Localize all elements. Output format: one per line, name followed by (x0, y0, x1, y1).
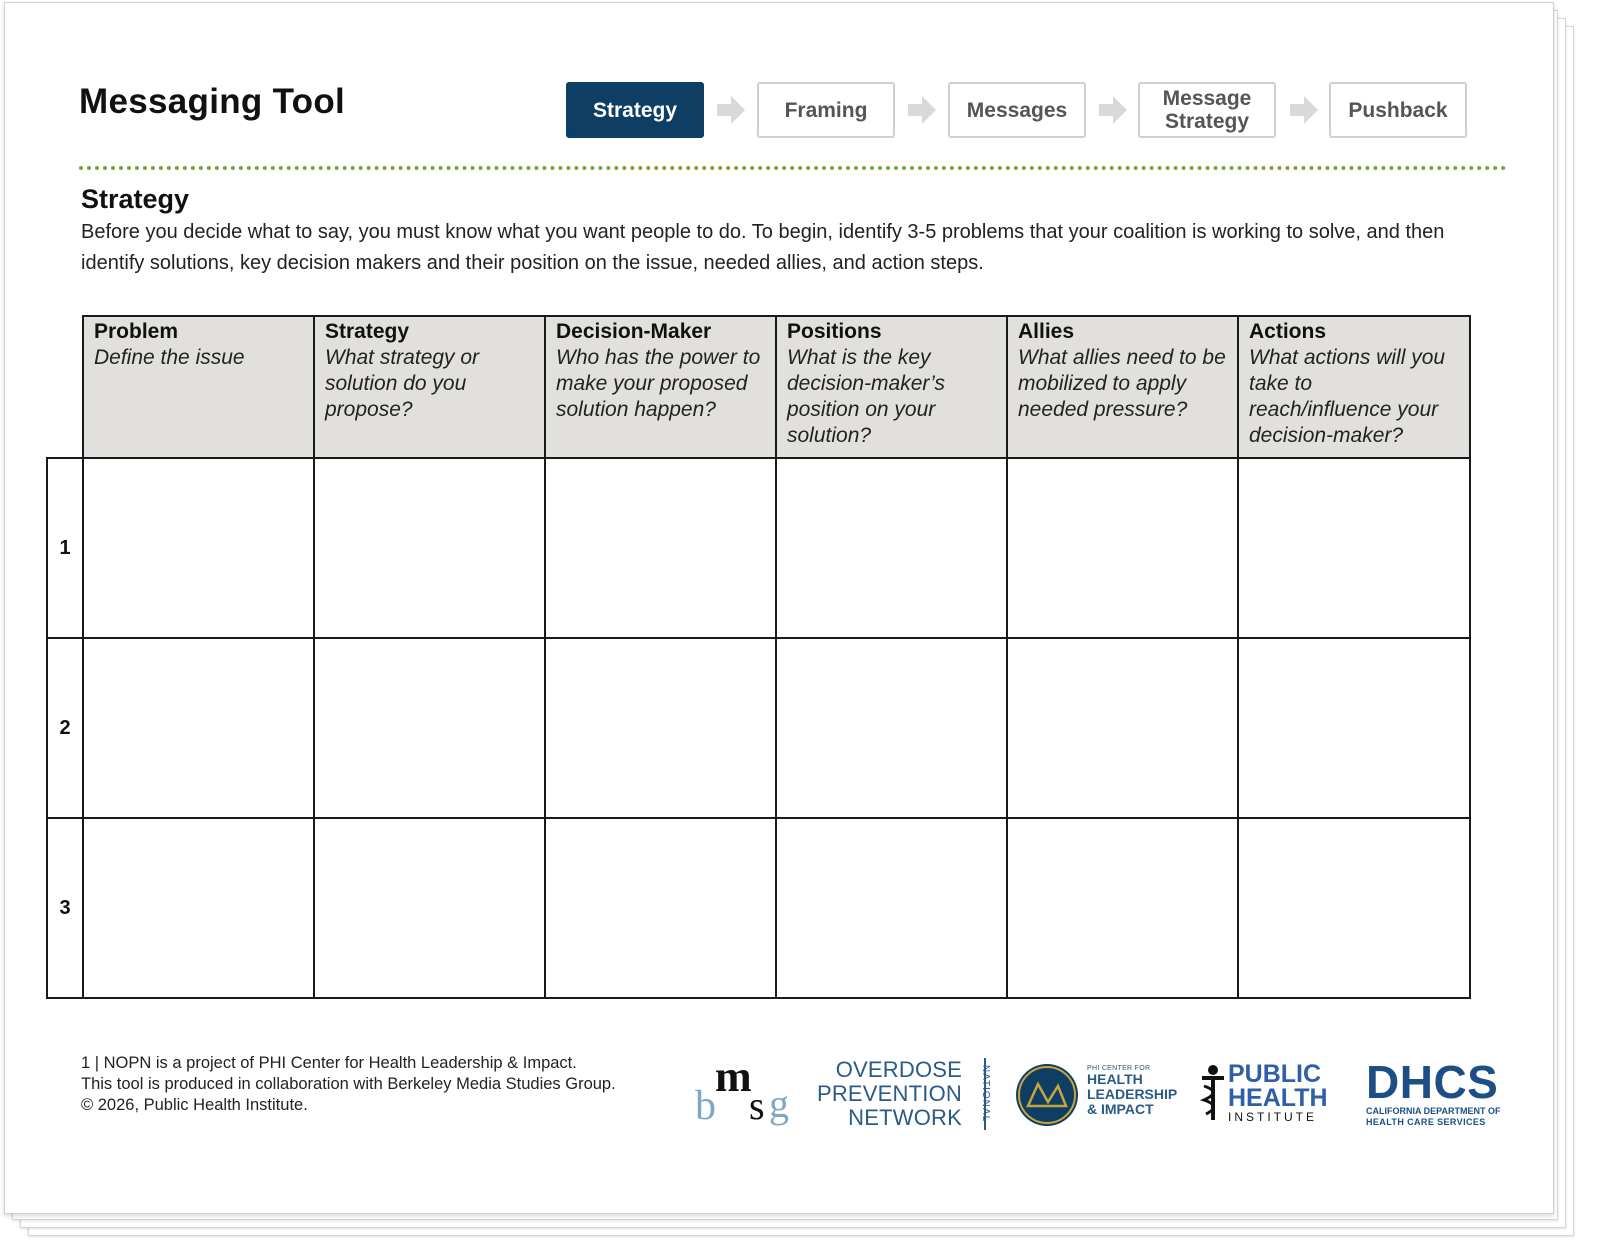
caduceus-figure-icon (1198, 1064, 1228, 1122)
column-title: Allies (1018, 320, 1075, 343)
step-messages[interactable]: Messages (948, 82, 1086, 138)
section-title: Strategy (81, 184, 190, 214)
footer-line: This tool is produced in collaboration with Berkeley Media Studies Group. (81, 1075, 616, 1093)
column-header-positions (776, 316, 1007, 458)
table-cell-strategy[interactable] (314, 638, 545, 818)
column-subtitle: What strategy or solution do you propose? (325, 346, 480, 421)
footer-credits (81, 1053, 616, 1116)
table-cell-actions[interactable] (1238, 638, 1470, 818)
logo-text: PUBLIC (1228, 1060, 1322, 1088)
phi-center-seal-icon (1014, 1062, 1080, 1128)
table-cell-positions[interactable] (776, 818, 1007, 998)
column-subtitle: What actions will you take to reach/influence your decision-maker? (1249, 346, 1446, 447)
table-cell-allies[interactable] (1007, 818, 1238, 998)
table-cell-decision-maker[interactable] (545, 818, 776, 998)
logo-text: HEALTH (1087, 1071, 1143, 1087)
table-cell-problem[interactable] (83, 638, 314, 818)
column-header-actions (1238, 316, 1470, 458)
column-subtitle: What is the key decision-maker’s position on your solution? (787, 346, 945, 447)
logo-text: OVERDOSE (835, 1057, 962, 1082)
logo-text: LEADERSHIP (1087, 1086, 1178, 1102)
column-header-allies (1007, 316, 1238, 458)
footer-line: © 2026, Public Health Institute. (81, 1096, 308, 1114)
section-intro: Before you decide what to say, you must know what you want people to do. To begin, identify 3-5 problems that your coalition is working to solve, and then identify solutions, key decision makers and their position on the issue, needed allies, and action steps. (81, 221, 1445, 274)
svg-text:s: s (749, 1083, 765, 1128)
table-cell-problem[interactable] (83, 818, 314, 998)
column-subtitle: What allies need to be mobilized to apply needed pressure? (1018, 346, 1226, 421)
column-title: Decision-Maker (556, 320, 712, 343)
table-row (47, 638, 1470, 818)
page-title: Messaging Tool (79, 82, 346, 121)
logo-text: CALIFORNIA DEPARTMENT OF (1366, 1106, 1501, 1116)
table-cell-problem[interactable] (83, 458, 314, 638)
table-cell-actions[interactable] (1238, 818, 1470, 998)
step-message-strategy[interactable]: Message Strategy (1138, 82, 1276, 138)
arrow-right-icon (906, 94, 938, 126)
table-header-row (47, 316, 1470, 458)
table-row (47, 818, 1470, 998)
table-cell-positions[interactable] (776, 638, 1007, 818)
table-cell-strategy[interactable] (314, 818, 545, 998)
table-cell-actions[interactable] (1238, 458, 1470, 638)
step-navigation (0, 82, 1600, 142)
header-corner (47, 316, 83, 458)
column-header-decision-maker (545, 316, 776, 458)
table-cell-decision-maker[interactable] (545, 638, 776, 818)
table-cell-strategy[interactable] (314, 458, 545, 638)
phi-center-text (1087, 1065, 1177, 1117)
logo-text: & IMPACT (1087, 1101, 1154, 1117)
logo-text: NATIONAL (979, 1064, 991, 1123)
step-framing[interactable]: Framing (757, 82, 895, 138)
row-number: 1 (47, 458, 83, 638)
table-cell-decision-maker[interactable] (545, 458, 776, 638)
logo-text: PHI CENTER FOR (1087, 1065, 1151, 1072)
column-header-strategy (314, 316, 545, 458)
svg-text:m: m (715, 1055, 752, 1101)
arrow-right-icon (1097, 94, 1129, 126)
dhcs-logo (1366, 1058, 1516, 1128)
step-strategy[interactable]: Strategy (566, 82, 704, 138)
dotted-divider (79, 166, 1507, 170)
column-subtitle: Define the issue (94, 346, 245, 369)
table-cell-allies[interactable] (1007, 458, 1238, 638)
step-pushback[interactable]: Pushback (1329, 82, 1467, 138)
row-number: 2 (47, 638, 83, 818)
nopn-logo (816, 1057, 992, 1134)
logo-text: DHCS (1366, 1056, 1499, 1108)
footer-line: 1 | NOPN is a project of PHI Center for Health Leadership & Impact. (81, 1054, 577, 1072)
arrow-right-icon (1288, 94, 1320, 126)
logo-text: NETWORK (848, 1105, 962, 1130)
strategy-table (46, 315, 1471, 999)
column-header-problem (83, 316, 314, 458)
public-health-text (1228, 1062, 1328, 1124)
logo-text: HEALTH (1228, 1084, 1328, 1112)
row-number: 3 (47, 818, 83, 998)
logo-text: INSTITUTE (1228, 1110, 1317, 1124)
table-cell-positions[interactable] (776, 458, 1007, 638)
column-title: Actions (1249, 320, 1327, 343)
column-title: Positions (787, 320, 882, 343)
logo-text: HEALTH CARE SERVICES (1366, 1117, 1486, 1127)
column-title: Problem (94, 320, 179, 343)
table-row (47, 458, 1470, 638)
bmsg-logo (693, 1055, 803, 1133)
arrow-right-icon (715, 94, 747, 126)
column-subtitle: Who has the power to make your proposed solution happen? (556, 346, 761, 421)
svg-text:g: g (769, 1081, 789, 1126)
logo-text: PREVENTION (816, 1081, 962, 1106)
table-cell-allies[interactable] (1007, 638, 1238, 818)
column-title: Strategy (325, 320, 410, 343)
svg-text:b: b (695, 1083, 716, 1129)
